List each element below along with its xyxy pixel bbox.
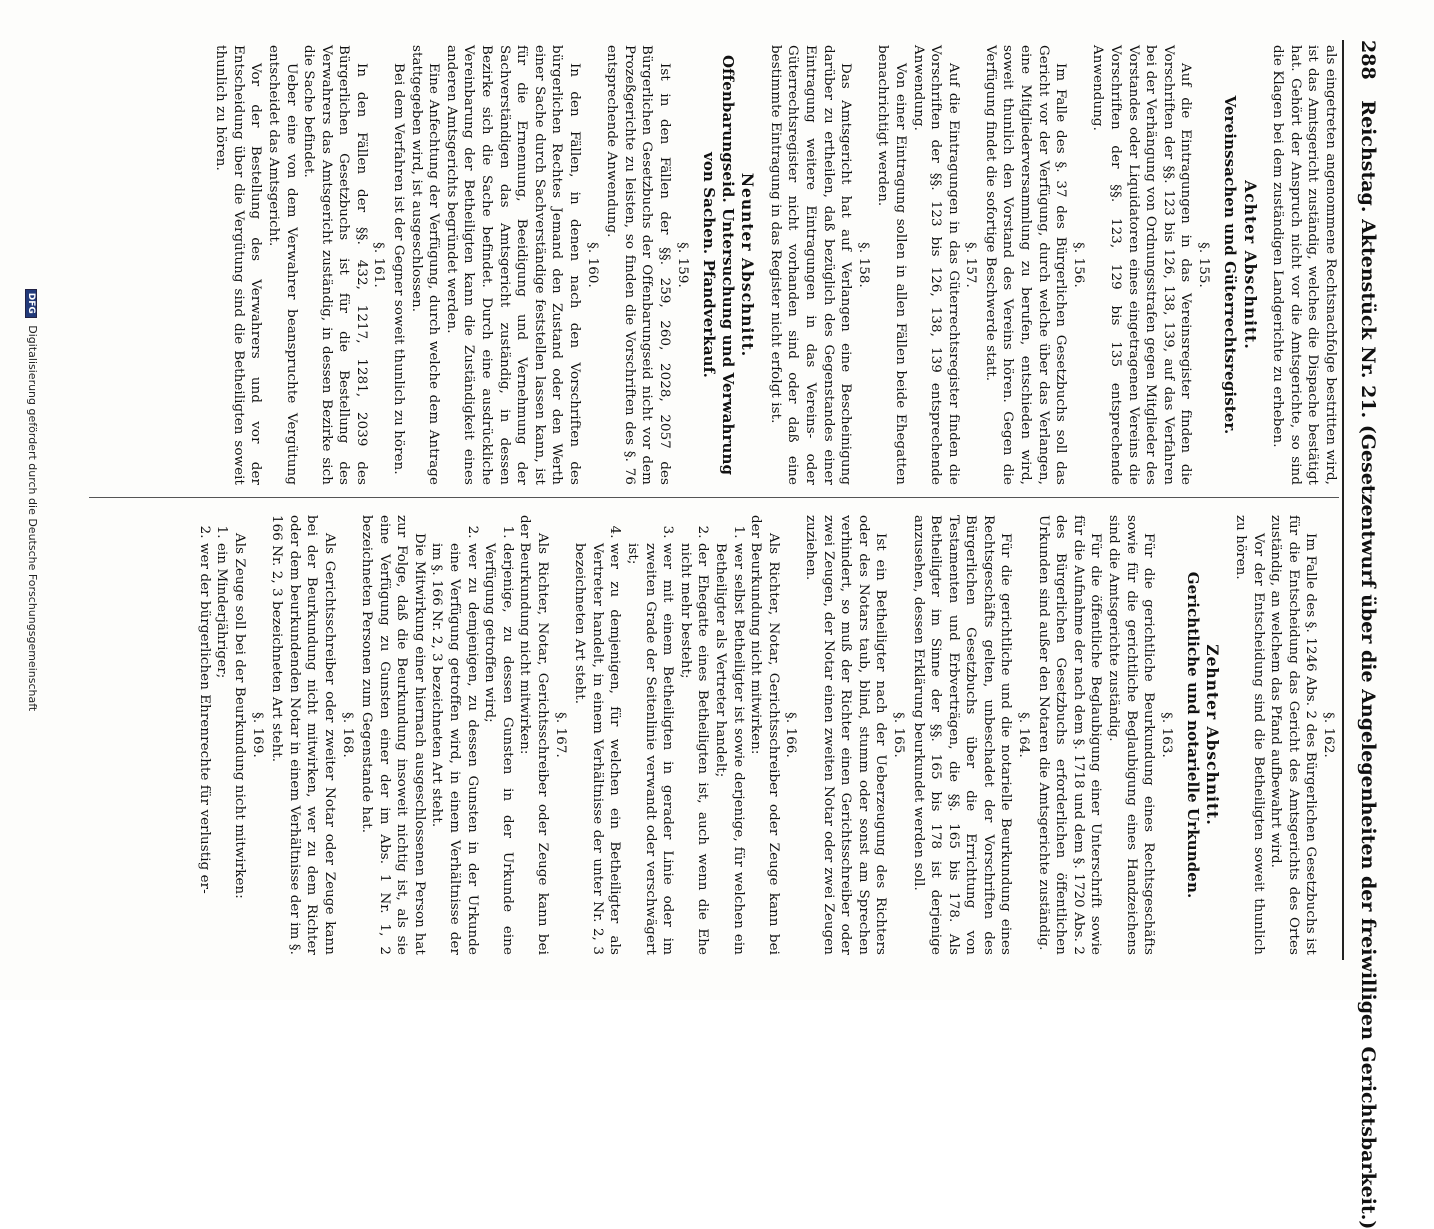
- paragraph-number: §. 163.: [1158, 712, 1174, 758]
- section-subtitle: Vereinssachen und Güterrechtsregister.: [1221, 95, 1240, 435]
- dfg-logo-icon: DFG: [25, 289, 37, 318]
- numbered-list: [428, 515, 516, 955]
- paragraph: als eingetreten angenommene Rechtsnachfolge bestritten wird, ist das Amtsgericht zuständig, welches die Dispache bestätigt hat. Gehört der Anspruch nicht vor die Amtsgerichte, so sind die Klagen bei dem zuständigen Landgerichte zu erheben.: [1270, 45, 1338, 485]
- paragraph: Auf die Eintragungen in das Güterrechtsregister finden die Vorschriften der §§. 123 bis 126, 138, 139 entsprechende Anwendung.: [910, 45, 961, 485]
- paragraph: Vor der Bestellung des Verwahrers und vor der Entscheidung über die Vergütung sind die Betheiligten soweit thunlich zu hören.: [213, 45, 264, 485]
- paragraph: Für die gerichtliche und die notarielle Beurkundung eines Rechtsgeschäfts gelten, unbeschadet der Vorschriften des Bürgerlichen Gesetzbuchs über die Errichtung von Testamenten und Erbverträgen, die §§. 165 bis 178. Als Betheiligter im Sinne der §§. 165 bis 178 ist derjenige anzusehen, dessen Erklärung beurkundet werden soll.: [910, 515, 1014, 955]
- paragraph-number: §. 162.: [1321, 712, 1336, 758]
- right-column: [195, 515, 1339, 955]
- paragraph-number: §. 165.: [890, 712, 906, 758]
- left-column: [212, 45, 1339, 485]
- paragraph: Bei dem Verfahren ist der Gegner soweit thunlich zu hören.: [391, 63, 407, 475]
- paragraph: Das Amtsgericht hat auf Verlangen eine Bescheinigung darüber zu ertheilen, daß bezüglich des Gegenstandes einer Eintragung weitere Eintragungen in das Vereins- oder Güterrechtsregister nicht vorhanden sind oder daß eine bestimmte Eintragung in das Register nicht erfolgt ist.: [767, 45, 854, 485]
- list-item: 2. wer der bürgerlichen Ehrenrechte für verlustig er-: [195, 543, 213, 955]
- paragraph: Als Richter, Notar, Gerichtsschreiber oder Zeuge kann bei der Beurkundung nicht mitwirken:: [748, 515, 781, 955]
- running-title: Reichstag. Aktenstück Nr. 21. (Gesetzentwurf über die Angelegenheiten der freiwilligen Gerichtsbarkeit.): [1357, 100, 1379, 1229]
- paragraph: In den Fällen der §§. 432, 1217, 1281, 2039 des Bürgerlichen Gesetzbuchs ist für die Bestellung des Verwahrers das Amtsgericht zuständig, in dessen Bezirke sich die Sache befindet.: [301, 45, 369, 485]
- credit-text: Digitalisierung gefördert durch die Deutsche Forschungsgemeinschaft: [26, 325, 39, 712]
- paragraph-number: §. 160.: [584, 242, 600, 288]
- paragraph: In den Fällen, in denen nach den Vorschriften des bürgerlichen Rechtes Jemand den Zustand oder den Werth einer Sache durch Sachverständige feststellen lassen kann, ist für die Ernennung, Beeidigung und Vernehmung der Sachverständigen das Amtsgericht zuständig, in dessen Bezirke sich die Sache befindet. Durch eine ausdrückliche Vereinbarung der Betheiligten kann die Zuständigkeit eines anderen Amtsgerichts begründet werden.: [443, 45, 583, 485]
- section-subtitle: Gerichtliche und notarielle Urkunden.: [1183, 571, 1202, 899]
- digitization-credit: [25, 0, 39, 1000]
- paragraph-number: §. 161.: [371, 242, 387, 288]
- numbered-list: [571, 515, 747, 955]
- paragraph-number: §. 157.: [963, 242, 979, 288]
- page-header: [1349, 40, 1379, 1229]
- list-item: 4. wer zu demjenigen, für welchen ein Betheiligter als Vertreter handelt, in einem Verhältnisse der unter Nr. 2, 3 bezeichneten Art steht.: [571, 543, 624, 955]
- section-subtitle: Offenbarungseid. Untersuchung und Verwahrung von Sachen. Pfandverkauf.: [699, 54, 737, 476]
- paragraph: Als Zeuge soll bei der Beurkundung nicht mitwirken:: [231, 533, 247, 899]
- paragraph-number: §. 167.: [552, 712, 568, 758]
- section-title: Zehnter Abschnitt.: [1203, 644, 1223, 826]
- column-divider: [89, 497, 1339, 498]
- paragraph: Eine Anfechtung der Verfügung, durch welche dem Antrage stattgegeben wird, ist ausgeschlossen.: [408, 45, 442, 485]
- page-number: 288: [1357, 40, 1379, 80]
- list-item: 2. wer zu demjenigen, zu dessen Gunsten in der Urkunde eine Verfügung getroffen wird, in einem Verhältnisse der im §. 166 Nr. 2, 3 bezeichneten Art steht.: [428, 543, 481, 955]
- paragraph: Im Falle des §. 37 des Bürgerlichen Gesetzbuchs soll das Gericht vor der Verfügung, durch welche über das Verlangen, eine Mitgliederversammlung zu berufen, entschieden wird, soweit thunlich den Vorstand des Vereins hören. Gegen die Verfügung findet die sofortige Beschwerde statt.: [982, 45, 1069, 485]
- paragraph-number: §. 168.: [339, 712, 355, 758]
- paragraph: Als Gerichtsschreiber oder zweiter Notar oder Zeuge kann bei der Beurkundung nicht mitwirken, wer zu dem Richter oder dem beurkundenden Notar in einem Verhältnisse der im §. 166 Nr. 2, 3 bezeichneten Art steht.: [269, 515, 337, 955]
- paragraph: Als Richter, Notar, Gerichtsschreiber oder Zeuge kann bei der Beurkundung nicht mitwirken:: [517, 515, 551, 955]
- paragraph: Für die öffentliche Beglaubigung einer Unterschrift sowie für die Aufnahme der nach dem §. 1718 und dem §. 1720 Abs. 2 des Bürgerlichen Gesetzbuchs erforderlichen öffentlichen Urkunden sind außer den Notaren die Amtsgerichte zuständig.: [1035, 515, 1104, 955]
- paragraph-number: §. 155.: [1196, 242, 1212, 288]
- paragraph: Für die gerichtliche Beurkundung eines Rechtsgeschäfts sowie für die gerichtliche Beglaubigung eines Handzeichens sind die Amtsgerichte zuständig.: [1106, 515, 1157, 955]
- paragraph: Vor der Entscheidung sind die Betheiligten soweit thunlich zu hören.: [1233, 515, 1266, 955]
- paragraph-number: §. 158.: [855, 242, 871, 288]
- section-title: Achter Abschnitt.: [1240, 180, 1260, 350]
- paragraph: Die Mitwirkung einer hiernach ausgeschlossenen Person hat zur Folge, daß die Beurkundung insoweit nichtig ist, als sie eine Verfügung zu Gunsten einer der im Abs. 1 Nr. 1, 2 bezeichneten Personen zum Gegenstande hat.: [359, 515, 427, 955]
- paragraph: Von einer Eintragung sollen in allen Fällen beide Ehegatten benachrichtigt werden.: [875, 45, 908, 485]
- paragraph-number: §. 169.: [249, 712, 265, 758]
- list-item: 1. ein Minderjähriger;: [213, 543, 231, 955]
- numbered-list: [195, 515, 230, 955]
- list-item: 3. wer mit einem Betheiligten in gerader Linie oder im zweiten Grade der Seitenlinie verwandt oder verschwägert ist;: [623, 543, 676, 955]
- paragraph: Im Falle des §. 1246 Abs. 2 des Bürgerlichen Gesetzbuchs ist für die Entscheidung das Gericht des Amtsgerichts des Ortes zuständig, an welchem das Pfand aufbewahrt wird.: [1268, 515, 1319, 955]
- paragraph: Ist ein Betheiligter nach der Ueberzeugung des Richters oder des Notars taub, blind, stumm oder sonst am Sprechen verhindert, so muß der Richter einen Gerichtsschreiber oder zwei Zeugen, der Notar einen zweiten Notar oder zwei Zeugen zuziehen.: [802, 515, 889, 955]
- header-rule: [1342, 40, 1344, 960]
- section-title: Neunter Abschnitt.: [738, 172, 758, 358]
- paragraph: Auf die Eintragungen in das Vereinsregister finden die Vorschriften der §§. 123 bis 126, 138, 139, auf das Verfahren bei der Verhängung von Ordnungsstrafen gegen Mitglieder des Vorstandes oder Liquidatoren eines eingetragenen Vereins die Vorschriften der §§. 123, 129 bis 135 entsprechende Anwendung.: [1090, 45, 1194, 485]
- paragraph-number: §. 159.: [674, 242, 690, 288]
- paragraph: Ist in den Fällen der §§. 259, 260, 2028, 2057 des Bürgerlichen Gesetzbuchs der Offenbarungseid nicht vor dem Prozeßgerichte zu leisten, so finden die Vorschriften des §. 76 entsprechende Anwendung.: [604, 45, 672, 485]
- paragraph-number: §. 166.: [783, 712, 799, 758]
- list-item: 1. derjenige, zu dessen Gunsten in der Urkunde eine Verfügung getroffen wird;: [481, 543, 516, 955]
- list-item: 2. der Ehegatte eines Betheiligten ist, auch wenn die Ehe nicht mehr besteht;: [676, 543, 711, 955]
- list-item: 1. wer selbst Betheiligter ist sowie derjenige, für welchen ein Betheiligter als Vertreter handelt;: [711, 543, 746, 955]
- paragraph-number: §. 164.: [1016, 712, 1032, 758]
- paragraph: Ueber eine von dem Verwahrer beanspruchte Vergütung entscheidet das Amtsgericht.: [265, 45, 299, 485]
- paragraph-number: §. 156.: [1070, 242, 1086, 288]
